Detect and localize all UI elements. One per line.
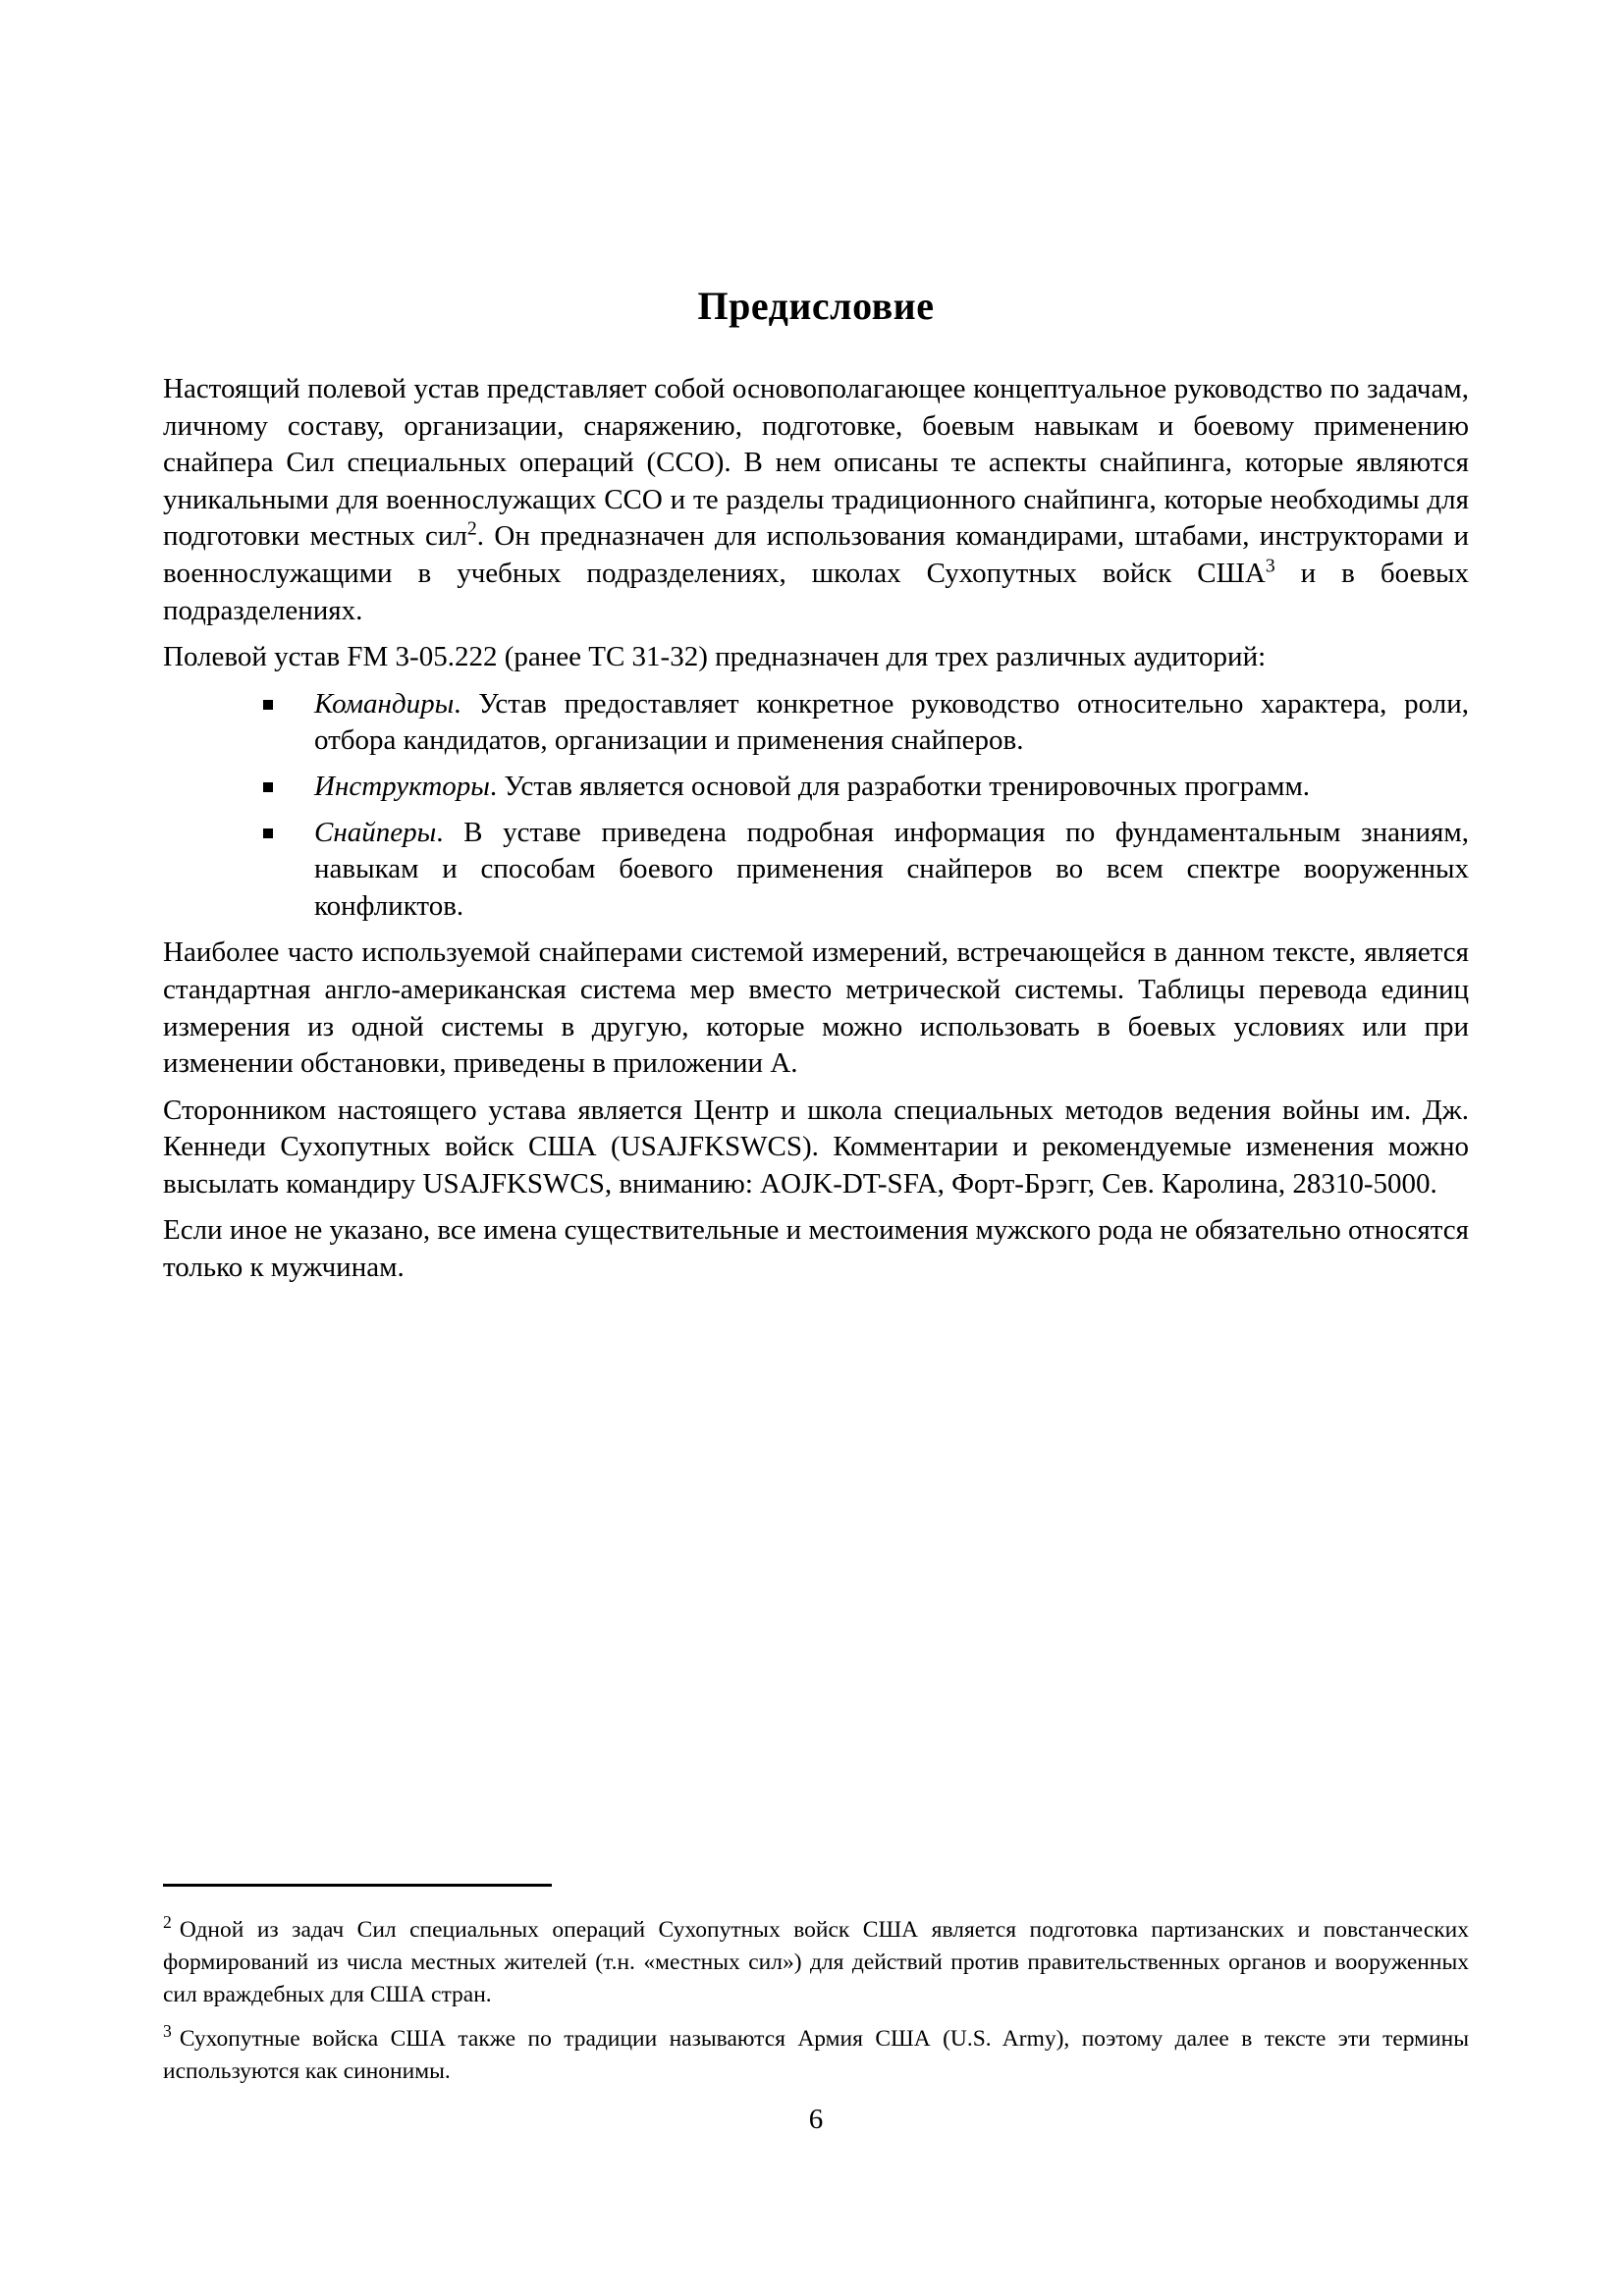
paragraph-intro-text-2: . Он предназначен для использования командирами, штабами, инструкторами и военнослужащими в учебных подразделениях, школах Сухопутных войск США — [163, 520, 1469, 589]
document-body — [163, 371, 1469, 1297]
paragraph-gender-note: Если иное не указано, все имена существительные и местоимения мужского рода не обязательно относятся только к мужчинам. — [163, 1214, 1469, 1284]
paragraph-intro-text-3: и в боевых подразделениях. — [163, 557, 1469, 626]
footnote-2 — [163, 1914, 1469, 2011]
list-item-term: Снайперы — [314, 816, 437, 848]
bullet-square-icon — [263, 782, 273, 792]
footnote-3 — [163, 2023, 1469, 2088]
bullet-square-icon — [263, 828, 273, 838]
footnote-separator — [163, 1884, 552, 1887]
list-item-text: . В уставе приведена подробная информация по фундаментальным знаниям, навыкам и способам боевого применения снайперов во всем спектре вооруженных конфликтов. — [314, 816, 1469, 922]
paragraph-audiences: Полевой устав FM 3-05.222 (ранее TC 31-32) предназначен для трех различных аудиторий: — [163, 641, 1267, 673]
footnote-3-text: Сухопутные войска США также по традиции называются Армия США (U.S. Army), поэтому далее в тексте эти термины используются как синонимы. — [163, 2026, 1469, 2084]
bullet-square-icon — [263, 700, 273, 710]
footnote-2-text: Одной из задач Сил специальных операций Сухопутных войск США является подготовка партизанских и повстанческих формирований из числа местных жителей (т.н. «местных сил») для действий против правительственных органов и вооруженных сил враждебных для США стран. — [163, 1917, 1469, 2007]
audience-list — [163, 686, 1469, 926]
footnote-ref-3: 3 — [1265, 555, 1275, 577]
list-item-term: Инструкторы — [314, 770, 490, 802]
list-item-term: Командиры — [314, 687, 455, 720]
list-item-text: . Устав предоставляет конкретное руководство относительно характера, роли, отбора кандидатов, организации и применения снайперов. — [314, 687, 1469, 757]
page-title: Предисловие — [697, 284, 935, 328]
footnotes-section — [163, 1884, 1469, 2100]
list-item-commanders — [314, 686, 1469, 760]
paragraph-intro-text-1: Настоящий полевой устав представляет собой основополагающее концептуальное руководство по задачам, личному составу, организации, снаряжению, подготовке, боевым навыкам и боевому применению снайпера Сил специальных операций (ССО). В нем описаны те аспекты снайпинга, которые являются уникальными для военнослужащих ССО и те разделы традиционного снайпинга, которые необходимы для подготовки местных сил — [163, 373, 1469, 553]
list-item-instructors — [314, 769, 1469, 806]
list-item-text: . Устав является основой для разработки тренировочных программ. — [489, 770, 1311, 802]
page-number: 6 — [808, 2104, 824, 2135]
paragraph-measurements: Наиболее часто используемой снайперами системой измерений, встречающейся в данном тексте, является стандартная англо-американская система мер вместо метрической системы. Таблицы перевода единиц измерения из одной системы в другую, которые можно использовать в боевых условиях или при изменении обстановки, приведены в приложении А. — [163, 936, 1469, 1080]
footnote-3-marker: 3 — [163, 2021, 172, 2042]
paragraph-proponent: Сторонником настоящего устава является Центр и школа специальных методов ведения войны им. Дж. Кеннеди Сухопутных войск США (USAJFKSWCS). Комментарии и рекомендуемые изменения можно высылать командиру USAJFKSWCS, вниманию: AOJK-DT-SFA, Форт-Брэгг, Сев. Каролина, 28310-5000. — [163, 1094, 1469, 1200]
list-item-snipers — [314, 815, 1469, 926]
footnote-2-marker: 2 — [163, 1912, 172, 1933]
paragraph-intro — [163, 371, 1469, 629]
footnote-ref-2: 2 — [466, 517, 477, 540]
